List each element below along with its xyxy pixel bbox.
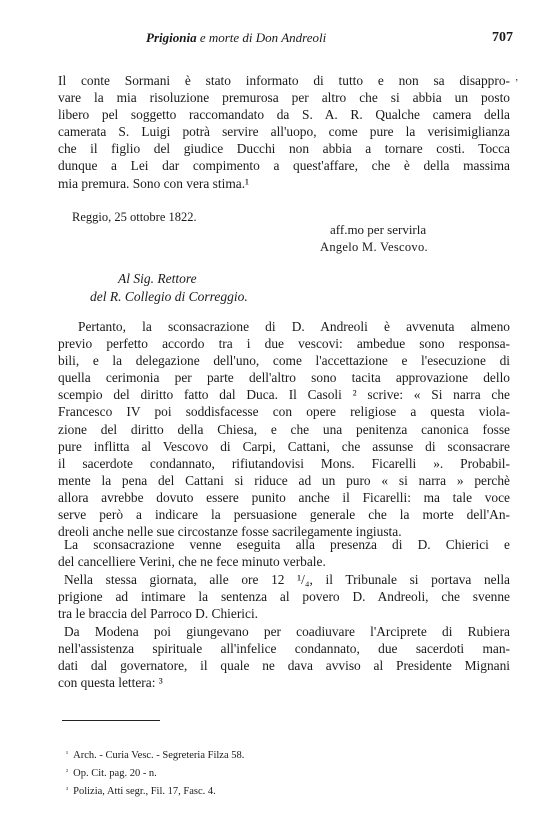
footnote-text: Op. Cit. pag. 20 - n. xyxy=(73,768,157,779)
margin-mark: ’ xyxy=(515,78,519,89)
paragraph-line: zione del diritto della Chiesa, e che una penitenza canonica fosse xyxy=(58,421,510,437)
paragraph-line: mente la pena del Cattani si riduce ad un puro « si narra » perchè xyxy=(58,472,510,488)
letter-line: libero pel soggetto raccomandato da S. A. R. Qualche camera della xyxy=(58,107,510,123)
footnote-mark: ³ xyxy=(66,786,69,794)
footnote xyxy=(66,746,244,764)
letter-date: Reggio, 25 ottobre 1822. xyxy=(72,210,197,224)
paragraph-line: Nella stessa giornata, alle ore 12 ¹/₄, il Tribunale si portava nella xyxy=(64,572,510,587)
paragraph-line: quella cerimonia per parte dell'altro sono tacita approvazione dello xyxy=(58,370,510,386)
paragraph-line: scempio del diritto fatto dal Duca. Il Casoli ² scrive: « Si narra che xyxy=(58,387,510,403)
letter-line: che il figlio del giudice Ducchi non abbia a tornare costi. Tocca xyxy=(58,141,510,157)
letter-line: dunque a Lei dar compimento a quest'affare, che è della massima xyxy=(58,158,510,174)
paragraph-line: dati dal governatore, il quale ne dava avviso al Presidente Mignani xyxy=(58,658,510,674)
footnote xyxy=(66,764,244,782)
running-title-rest: e morte di Don Andreoli xyxy=(199,30,327,45)
paragraph-line: il sacerdote condannato, rifiutandovisi Mons. Ficarelli ». Probabil- xyxy=(58,455,510,471)
paragraph-sentenza xyxy=(58,571,510,622)
letter-line: Il conte Sormani è stato informato di tutto e non sa disappro- xyxy=(58,73,510,88)
paragraph-line: dreoli anche nelle sue circostanze fosse sacrilegamente ingiusta. xyxy=(58,524,402,540)
running-title xyxy=(146,30,326,46)
footnotes xyxy=(66,746,244,800)
paragraph-line: prigione ad intimare la sentenza al povero D. Andreoli, che svenne xyxy=(58,589,510,605)
letter-line: mia premura. Sono con vera stima.¹ xyxy=(58,175,250,191)
paragraph-line: previo perfetto accordo tra i due vescovi: ambedue sono responsa- xyxy=(58,336,510,352)
letter-signature: Angelo M. Vescovo. xyxy=(320,240,428,254)
paragraph-line: allora avrebbe dovuto essere punito anche il Ficarelli: ma tale voce xyxy=(58,489,510,505)
paragraph-sconsacrazione xyxy=(58,318,510,540)
letter-closing: aff.mo per servirla xyxy=(330,222,427,237)
footnote xyxy=(66,782,244,800)
paragraph-line: bili, e la delegazione dell'uno, come l'accettazione e l'esecuzione di xyxy=(58,353,510,369)
paragraph-esecuzione xyxy=(58,536,510,570)
paragraph-line: Pertanto, la sconsacrazione di D. Andreoli è avvenuta almeno xyxy=(78,319,510,334)
footnote-mark: ² xyxy=(66,768,69,776)
paragraph-line: nell'assistenza spirituale all'infelice condannato, due sacerdoti man- xyxy=(58,641,510,657)
letter-body xyxy=(58,72,510,192)
paragraph-line: pure inflitta al Vescovo di Carpi, Cattani, che assunse di sconsacrare xyxy=(58,438,510,454)
letter-line: camerata S. Luigi potrà servire all'uopo, come pure la verisimiglianza xyxy=(58,124,510,140)
paragraph-line: del cancelliere Verini, che ne fece minuto verbale. xyxy=(58,554,326,570)
paragraph-line: con questa lettera: ³ xyxy=(58,675,163,691)
paragraph-line: Da Modena poi giungevano per coadiuvare l'Arciprete di Rubiera xyxy=(64,624,510,639)
running-title-bold: Prigionia xyxy=(146,30,197,45)
paragraph-line: La sconsacrazione venne eseguita alla presenza di D. Chierici e xyxy=(64,537,510,552)
footnote-divider xyxy=(62,720,160,721)
letter-address-line: del R. Collegio di Correggio. xyxy=(90,289,248,304)
footnote-text: Polizia, Atti segr., Fil. 17, Fasc. 4. xyxy=(73,786,216,797)
footnote-text: Arch. - Curia Vesc. - Segreteria Filza 58. xyxy=(73,750,245,761)
paragraph-line: Francesco IV poi soddisfacesse con opere religiose a questa viola- xyxy=(58,404,510,420)
running-header xyxy=(60,30,515,48)
footnote-mark: ¹ xyxy=(66,750,69,758)
paragraph-sacerdoti xyxy=(58,623,510,691)
paragraph-line: serve però a indicare la persuasione generale che la morte dell'An- xyxy=(58,507,510,523)
page-number: 707 xyxy=(492,30,513,45)
letter-address-line: Al Sig. Rettore xyxy=(118,271,197,286)
paragraph-line: tra le braccia del Parroco D. Chierici. xyxy=(58,606,259,622)
letter-line: vare la mia risoluzione premurosa per altro che si abbia un posto xyxy=(58,90,510,106)
